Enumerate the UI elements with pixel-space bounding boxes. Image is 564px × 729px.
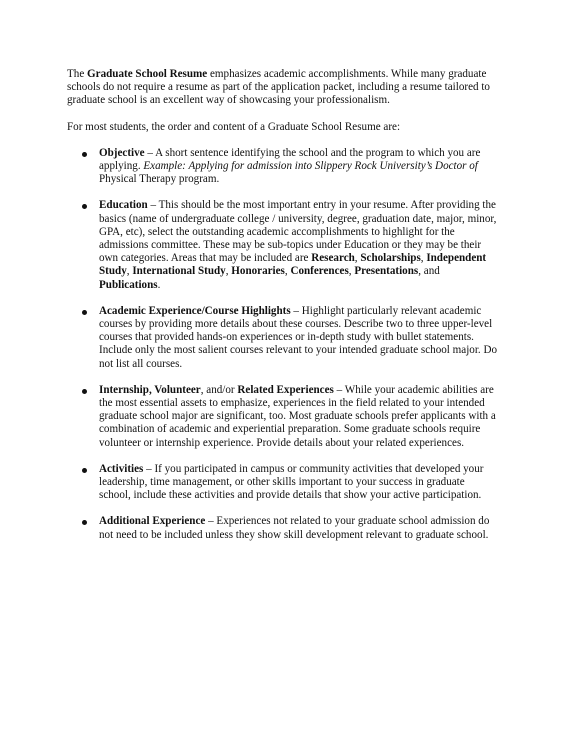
list-item-activities: [67, 463, 499, 503]
objective-title: Objective: [99, 146, 145, 159]
education-term-conferences: Conferences: [290, 265, 349, 278]
education-text: – This should be the most important entry in your resume. After providing the basics (name of undergraduate college / university, degree, graduation date, major, minor, GPA, etc), select the outstanding academic accomplishments to highlight for the admissions committee. These may be sub-topics under Education or they may be their own categories. Areas that may be included are: [99, 199, 497, 265]
bullet-icon: [82, 520, 87, 525]
internship-title-part2: Related Experiences: [237, 383, 334, 396]
education-term-honoraries: Honoraries: [231, 265, 285, 278]
academic-text: – Highlight particularly relevant academic courses by providing more details about these courses. Describe two to three upper-level courses that provided hands-on experiences or in-depth study with bullet statements. Include only the most salient courses relevant to your intended graduate school major. Do not list all courses.: [99, 304, 498, 370]
list-item-additional-experience: [67, 515, 499, 541]
intro-lead: The: [67, 68, 88, 80]
list-item-objective: [67, 147, 499, 187]
order-statement: For most students, the order and content of a Graduate School Resume are:: [67, 120, 401, 133]
education-sep: , and: [418, 265, 440, 278]
education-end: .: [157, 278, 161, 291]
activities-text: – If you participated in campus or community activities that developed your leadership, time management, or other skills important to your success in graduate school, include these activities and provide details that show your active participation.: [99, 462, 484, 502]
bullet-icon: [82, 310, 87, 315]
objective-text: – A short sentence identifying the school and the program to which you are applying.: [99, 146, 481, 173]
internship-title-part1: Internship, Volunteer: [99, 383, 201, 396]
list-item-internship: [67, 384, 499, 450]
education-sep: ,: [225, 265, 232, 278]
objective-example: Example: Applying for admission into Slippery Rock University’s Doctor of: [143, 160, 478, 173]
activities-title: Activities: [99, 462, 144, 475]
education-sep: ,: [348, 265, 355, 278]
education-title: Education: [99, 199, 148, 212]
bullet-icon: [82, 152, 87, 157]
list-item-education: [67, 199, 499, 291]
education-term-presentations: Presentations: [354, 265, 419, 278]
objective-tail: Physical Therapy program.: [99, 173, 220, 186]
internship-connector: , and/or: [200, 383, 238, 396]
education-term-publications: Publications: [99, 278, 158, 291]
intro-text: emphasizes academic accomplishments. While many graduate schools do not require a resume as part of the application packet, including a resume tailored to graduate school is an excellent way of showcasing your professionalism.: [67, 68, 490, 107]
education-term-research: Research: [311, 252, 355, 265]
intro-paragraph: [67, 68, 499, 108]
education-sep: ,: [284, 265, 291, 278]
education-term-independent-study: Independent Study: [99, 252, 487, 278]
academic-title: Academic Experience/Course Highlights: [99, 304, 291, 317]
list-item-academic-experience: [67, 305, 499, 371]
bullet-icon: [82, 468, 87, 473]
bullet-icon: [82, 389, 87, 394]
additional-title: Additional Experience: [99, 515, 206, 528]
bullet-icon: [82, 204, 87, 209]
internship-text: – While your academic abilities are the most essential assets to emphasize, experiences in the field related to your intended graduate school major are significant, too. Most graduate schools prefer applicants with a combination of academic and experiential preparation. Some graduate schools require volunteer or internship experience. Provide details about your related experiences.: [99, 383, 496, 449]
education-term-international-study: International Study: [132, 265, 226, 278]
resume-sections-list: [67, 147, 499, 542]
document-page: [67, 68, 499, 555]
education-sep: ,: [126, 265, 133, 278]
additional-text: – Experiences not related to your graduate school admission do not need to be included unless they show skill development relevant to graduate school.: [99, 515, 490, 541]
intro-bold-term: Graduate School Resume: [87, 68, 208, 80]
education-sep: ,: [354, 252, 361, 265]
education-term-scholarships: Scholarships: [360, 252, 421, 265]
education-sep: ,: [420, 252, 427, 265]
